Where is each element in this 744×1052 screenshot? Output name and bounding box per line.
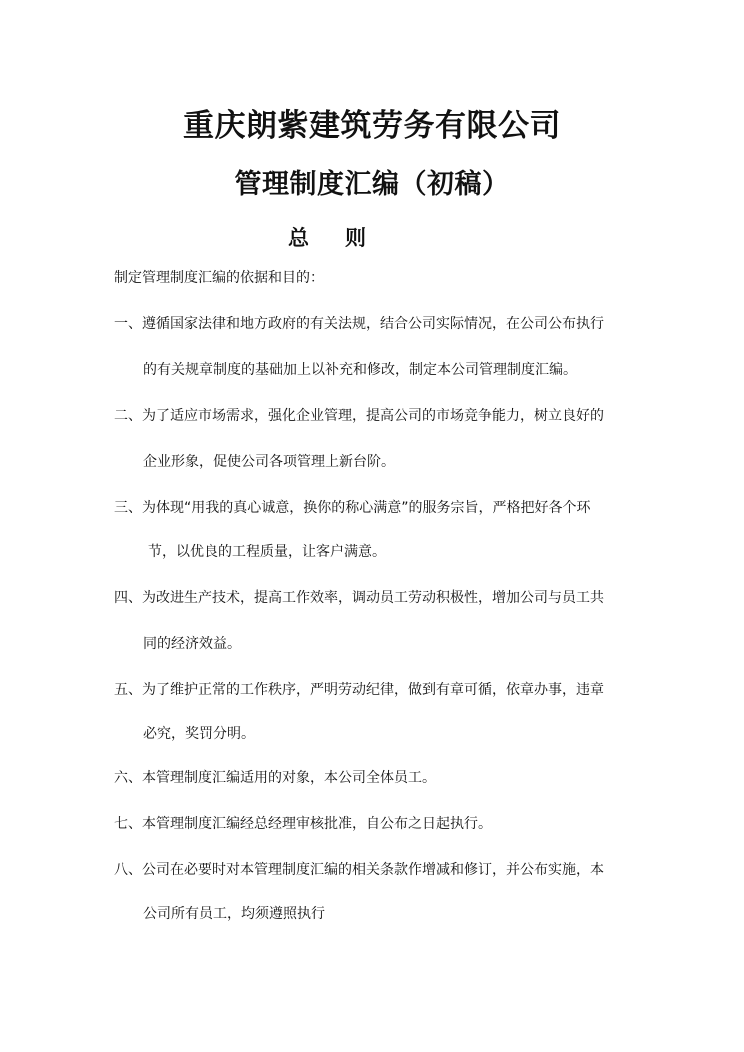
item-2-line-2: 企业形象，促使公司各项管理上新台阶。: [143, 454, 395, 470]
section-heading: [288, 222, 366, 252]
item-3-line-2: 节，以优良的工程质量，让客户满意。: [148, 544, 386, 560]
item-1-line-1: 一、遵循国家法律和地方政府的有关法规，结合公司实际情况，在公司公布执行: [114, 316, 604, 332]
item-5-line-2: 必究，奖罚分明。: [143, 726, 255, 742]
intro-text: 制定管理制度汇编的依据和目的：: [114, 270, 324, 286]
section-heading-char-2: 则: [345, 226, 366, 250]
item-8-line-2: 公司所有员工，均须遵照执行: [143, 906, 325, 922]
item-4-line-1: 四、为改进生产技术，提高工作效率，调动员工劳动积极性，增加公司与员工共: [114, 590, 604, 606]
item-1-line-2: 的有关规章制度的基础加上以补充和修改，制定本公司管理制度汇编。: [143, 362, 577, 378]
document-title: 管理制度汇编（初稿）: [234, 169, 510, 200]
item-6-line-1: 六、本管理制度汇编适用的对象，本公司全体员工。: [114, 770, 436, 786]
item-8-line-1: 八、公司在必要时对本管理制度汇编的相关条款作增减和修订，并公布实施，本: [114, 862, 604, 878]
item-5-line-1: 五、为了维护正常的工作秩序，严明劳动纪律，做到有章可循，依章办事，违章: [114, 682, 604, 698]
item-7-line-1: 七、本管理制度汇编经总经理审核批准，自公布之日起执行。: [114, 816, 492, 832]
company-title: 重庆朗紫建筑劳务有限公司: [183, 108, 561, 144]
section-heading-char-1: 总: [288, 226, 309, 250]
item-3-line-1: 三、为体现“用我的真心诚意，换你的称心满意”的服务宗旨，严格把好各个环: [114, 500, 591, 516]
item-2-line-1: 二、为了适应市场需求，强化企业管理，提高公司的市场竞争能力，树立良好的: [114, 408, 604, 424]
item-4-line-2: 同的经济效益。: [143, 636, 241, 652]
